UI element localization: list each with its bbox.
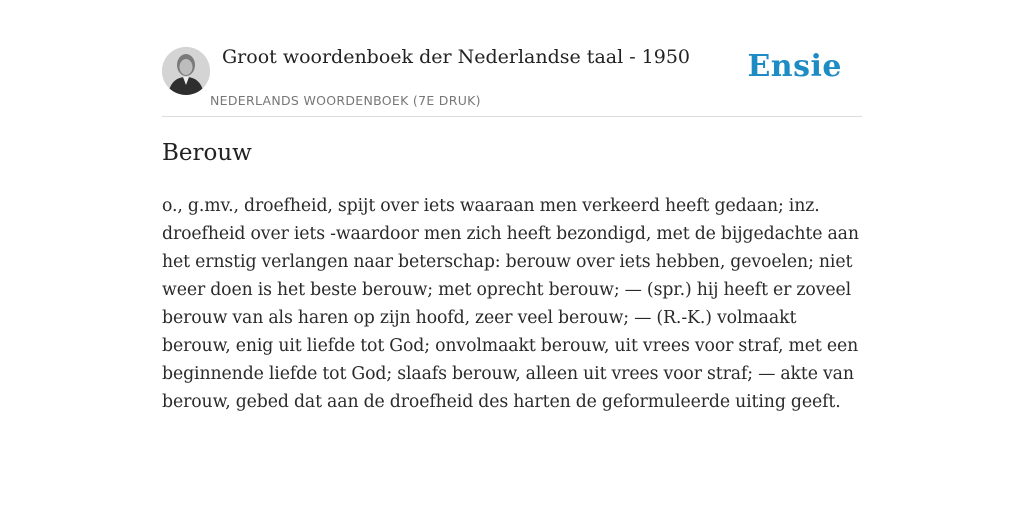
entry-headword: Berouw — [162, 140, 252, 166]
author-portrait-icon[interactable] — [162, 47, 210, 95]
source-title[interactable]: Groot woordenboek der Nederlandse taal - 1950 — [222, 46, 691, 68]
entry-definition: o., g.mv., droefheid, spijt over iets waaraan men verkeerd heeft gedaan; inz. droefheid over iets -waardoor men zich heeft bezondigd, met de bijgedachte aan het ernstig verlangen naar beterschap: berouw over iets hebben, gevoelen; niet weer doen is het beste berouw; met oprecht berouw; — (spr.) hij heeft er zoveel berouw van als haren op zijn hoofd, zeer veel berouw; — (R.-K.) volmaakt berouw, enig uit liefde tot God; onvolmaakt berouw, uit vrees voor straf, met een beginnende liefde tot God; slaafs berouw, alleen uit vrees voor straf; — akte van berouw, gebed dat aan de droefheid des harten de geformuleerde uiting geeft. — [162, 196, 859, 412]
brand-logo-link[interactable]: Ensie — [747, 49, 842, 84]
source-header — [162, 40, 862, 117]
source-subtitle: NEDERLANDS WOORDENBOEK (7E DRUK) — [210, 93, 481, 108]
